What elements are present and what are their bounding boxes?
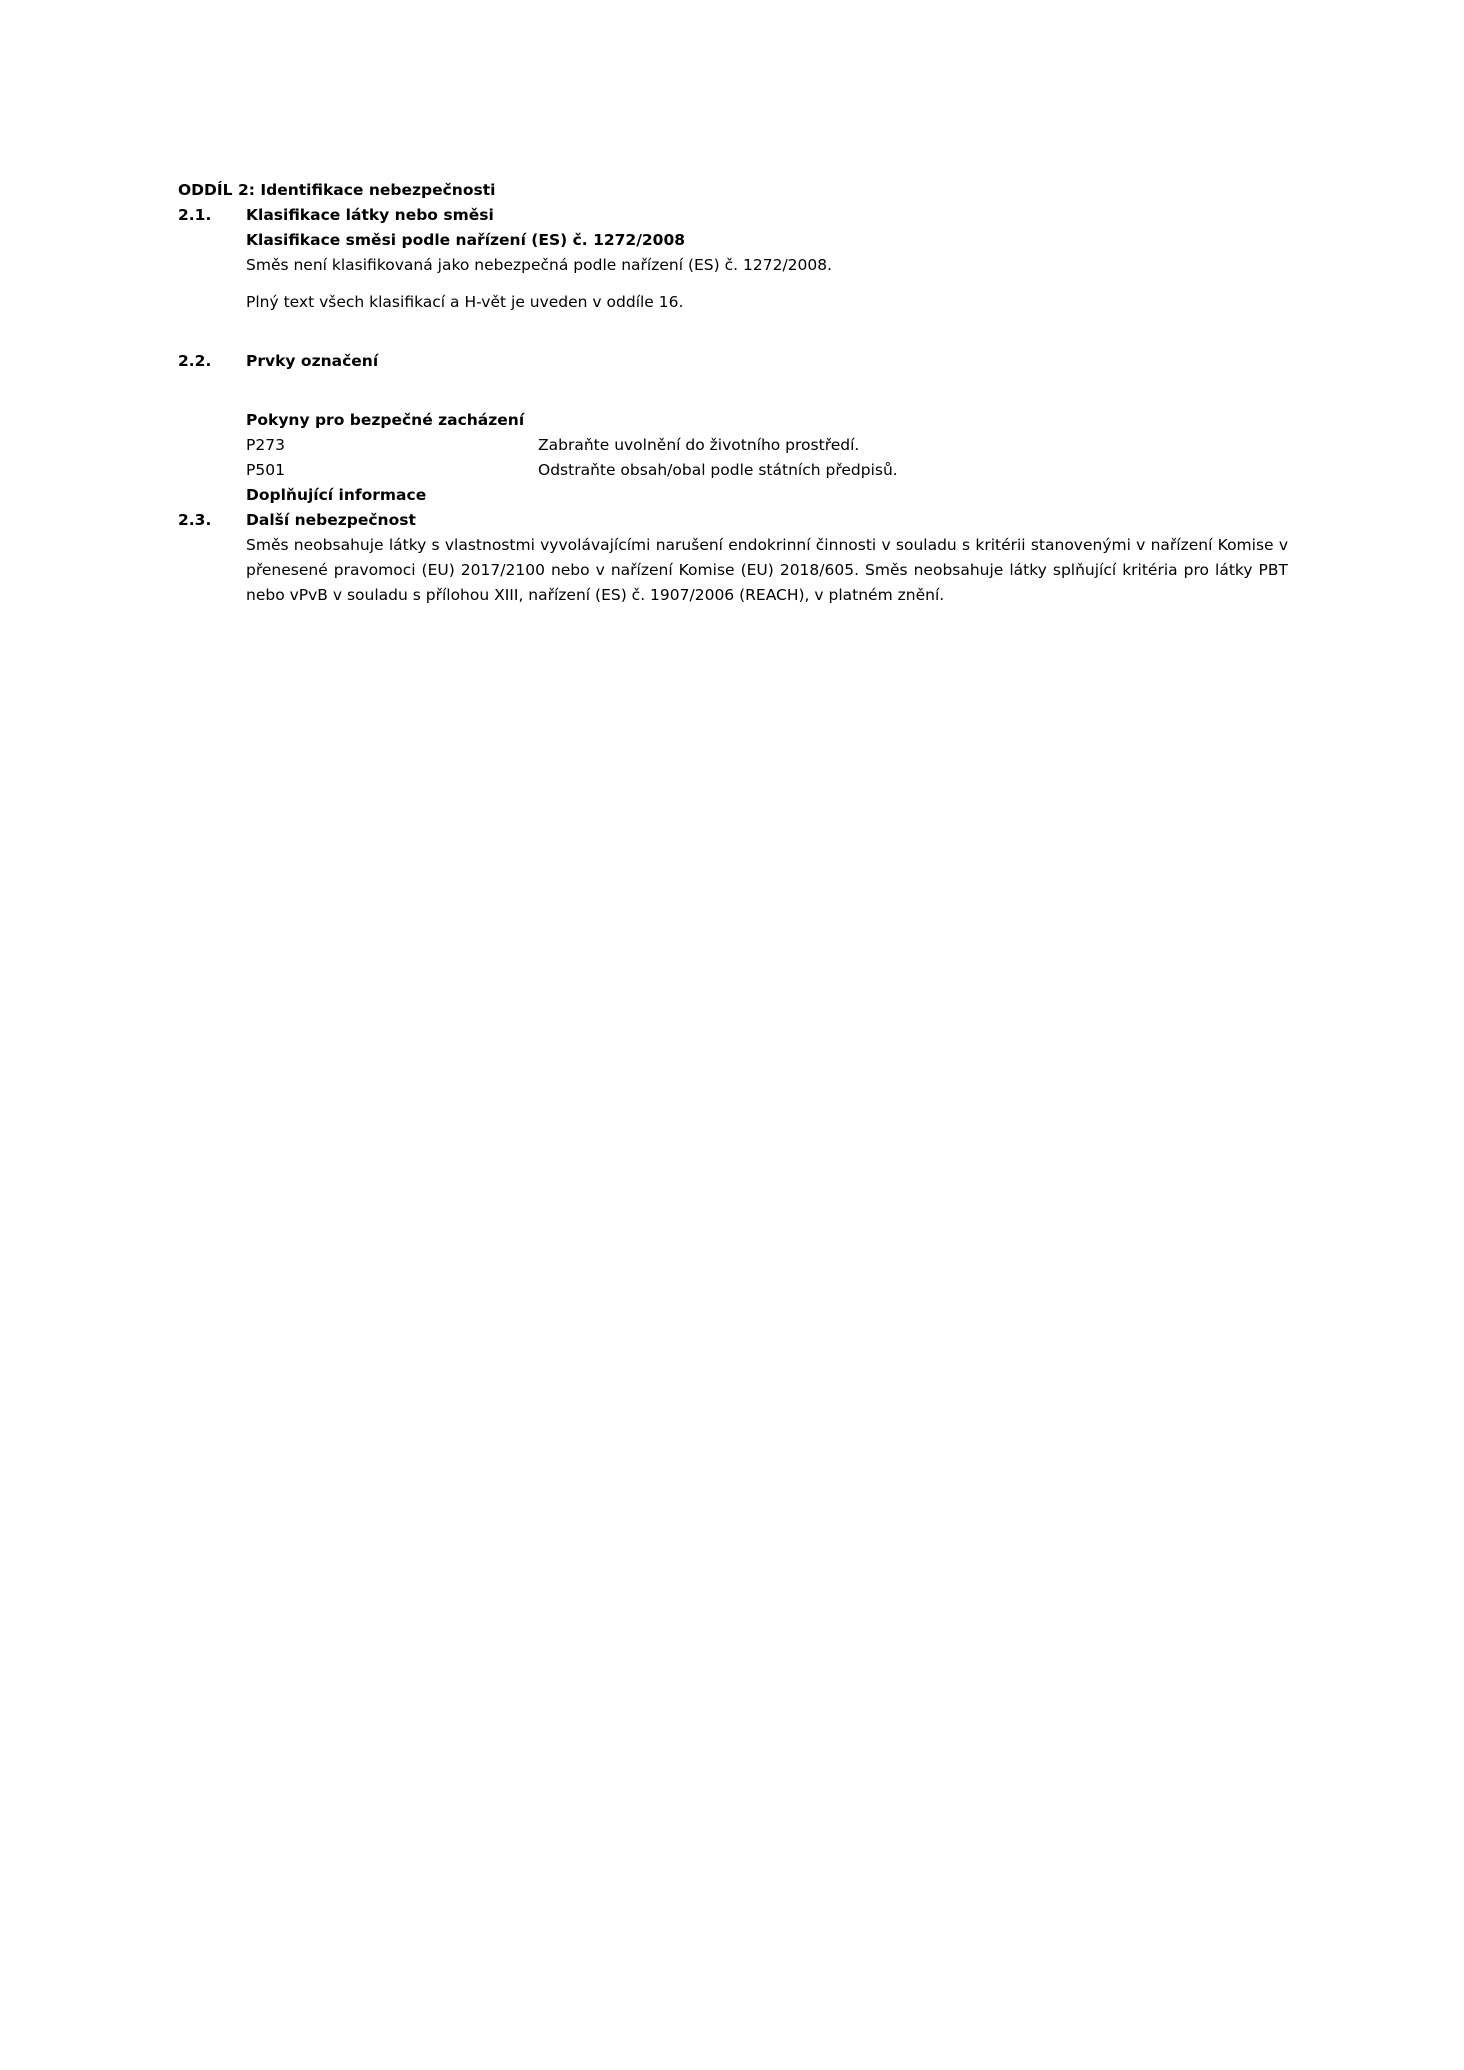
- spacer: [178, 374, 1288, 408]
- other-hazards-paragraph: Směs neobsahuje látky s vlastnostmi vyvolávajícími narušení endokrinní činnosti v souladu s kritérii stanovenými v nařízení Komise v přenesené pravomoci (EU) 2017/2100 nebo v nařízení Komise (EU) 2018/605. Směs neobsahuje látky splňující kritéria pro látky PBT nebo vPvB v souladu s přílohou XIII, nařízení (ES) č. 1907/2006 (REACH), v platném znění.: [246, 536, 1288, 604]
- precaution-list: [246, 433, 1288, 483]
- classification-paragraph-2: Plný text všech klasifikací a H-vět je uveden v oddíle 16.: [246, 293, 684, 311]
- classification-paragraph-1: Směs není klasifikovaná jako nebezpečná podle nařízení (ES) č. 1272/2008.: [246, 256, 833, 274]
- subsection-2-1-title: Klasifikace látky nebo směsi: [246, 206, 494, 224]
- section-heading: ODDÍL 2: Identifikace nebezpečnosti: [178, 181, 496, 199]
- subsection-2-3-number: 2.3.: [178, 511, 212, 529]
- subsection-2-1: [178, 203, 1288, 228]
- precaution-text: Zabraňte uvolnění do životního prostředí.: [538, 436, 860, 454]
- precaution-code: P273: [246, 436, 285, 454]
- list-item: [246, 433, 1288, 458]
- precaution-heading: Pokyny pro bezpečné zacházení: [246, 411, 525, 429]
- subsection-2-1-number: 2.1.: [178, 206, 212, 224]
- subsection-2-2: [178, 349, 1288, 374]
- subsection-2-2-title: Prvky označení: [246, 352, 379, 370]
- subsection-2-3-title: Další nebezpečnost: [246, 511, 416, 529]
- precaution-code: P501: [246, 461, 285, 479]
- subsection-2-2-number: 2.2.: [178, 352, 212, 370]
- classification-subtitle: Klasifikace směsi podle nařízení (ES) č. 1272/2008: [246, 231, 686, 249]
- list-item: [246, 458, 1288, 483]
- subsection-2-3: [178, 508, 1288, 533]
- additional-info-heading: Doplňující informace: [246, 486, 427, 504]
- precaution-text: Odstraňte obsah/obal podle státních předpisů.: [538, 461, 898, 479]
- spacer: [178, 278, 1288, 290]
- document-content: [178, 178, 1288, 608]
- spacer: [178, 315, 1288, 349]
